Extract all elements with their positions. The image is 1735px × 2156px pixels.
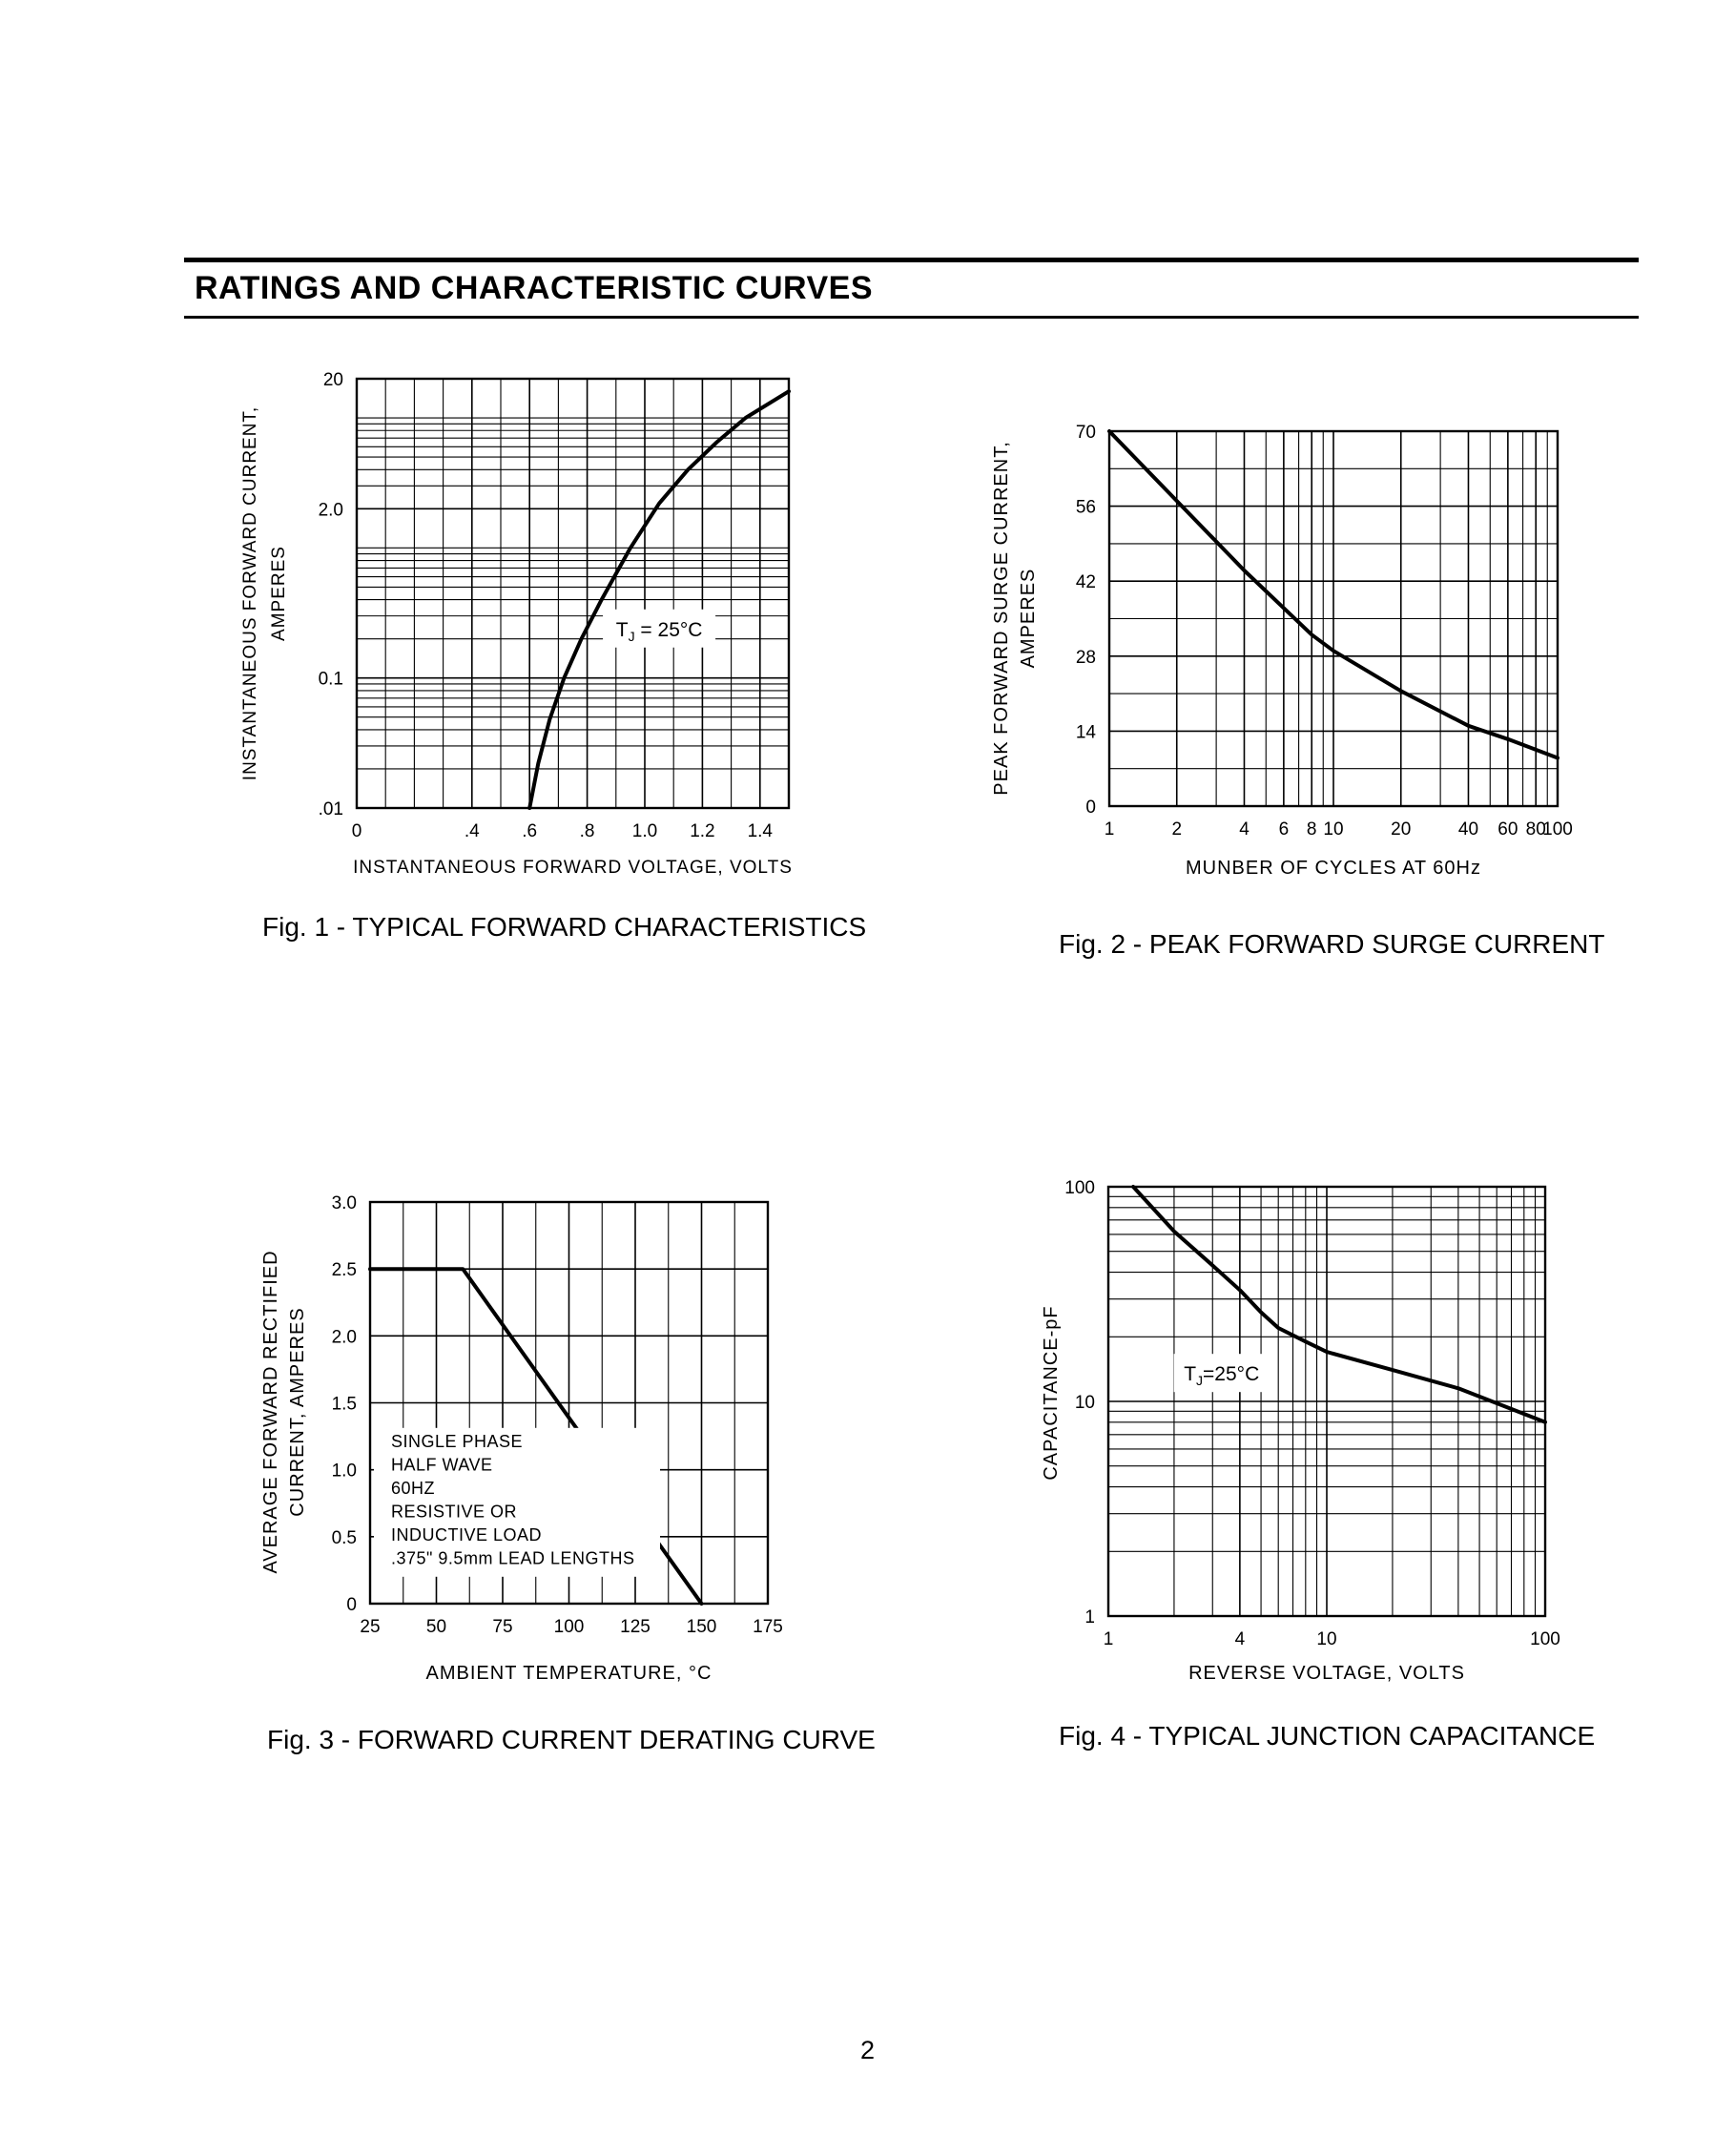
junction-temperature-label: $T_J=25^\circ C$ xyxy=(1184,1363,1260,1389)
x-tick-label: 75 xyxy=(492,1617,513,1637)
chart-forward-characteristics xyxy=(191,358,878,892)
chart-peak-surge-current xyxy=(973,410,1621,906)
chart-3-caption: Fig. 3 - FORWARD CURRENT DERATING CURVE xyxy=(267,1725,876,1754)
chart-2-caption: Fig. 2 - PEAK FORWARD SURGE CURRENT xyxy=(1059,929,1605,959)
x-tick-label: 2 xyxy=(1171,819,1183,840)
x-tick-label: 20 xyxy=(1391,819,1412,840)
chart-4-caption: Fig. 4 - TYPICAL JUNCTION CAPACITANCE xyxy=(1059,1721,1596,1751)
x-tick-label: 6 xyxy=(1278,819,1290,840)
x-axis-label: AMBIENT TEMPERATURE, °C xyxy=(425,1663,713,1684)
x-tick-label: 175 xyxy=(753,1617,783,1637)
chart-4-svg xyxy=(1011,1164,1621,1698)
x-tick-label: .4 xyxy=(464,821,480,841)
bottom-rule xyxy=(184,316,1639,319)
y-tick-label: 14 xyxy=(1075,722,1096,743)
x-tick-label: 25 xyxy=(360,1617,381,1637)
chart-derating-curve xyxy=(238,1183,830,1698)
x-tick-label: 80 xyxy=(1525,819,1546,840)
page-number: 2 xyxy=(859,2036,876,2064)
y-tick-label: 10 xyxy=(1074,1393,1095,1413)
y-tick-label: 2.0 xyxy=(318,500,343,521)
x-tick-label: 1 xyxy=(1104,819,1115,840)
y-tick-label: 20 xyxy=(322,370,343,390)
y-tick-label: 2.5 xyxy=(331,1260,357,1281)
x-axis-label: REVERSE VOLTAGE, VOLTS xyxy=(1188,1663,1465,1684)
chart-1-grid xyxy=(357,379,789,808)
y-tick-label: 0.5 xyxy=(331,1527,357,1548)
x-tick-label: .6 xyxy=(522,821,538,841)
y-tick-label: 1 xyxy=(1084,1607,1095,1627)
y-tick-label: 1.0 xyxy=(331,1461,357,1482)
y-axis-label: AVERAGE FORWARD RECTIFIED xyxy=(260,1250,281,1574)
chart-1-svg xyxy=(191,358,878,892)
x-tick-label: 125 xyxy=(620,1617,651,1637)
condition-note: 60HZ xyxy=(391,1478,436,1498)
y-tick-label: 1.5 xyxy=(331,1394,357,1415)
x-tick-label: 4 xyxy=(1239,819,1250,840)
x-tick-label: 40 xyxy=(1457,819,1479,840)
chart-1-frame xyxy=(357,379,789,808)
x-tick-label: 8 xyxy=(1306,819,1317,840)
x-tick-label: 150 xyxy=(686,1617,717,1637)
x-tick-label: 1.4 xyxy=(747,821,774,841)
chart-3-svg xyxy=(238,1183,830,1698)
condition-note: RESISTIVE OR xyxy=(391,1502,518,1522)
y-axis-label: AMPERES xyxy=(269,546,289,641)
y-tick-label: 3.0 xyxy=(331,1193,357,1213)
y-tick-label: 0 xyxy=(1085,798,1096,818)
y-axis-label: AMPERES xyxy=(1018,568,1039,669)
chart-2-grid xyxy=(1109,431,1558,806)
y-tick-label: 42 xyxy=(1075,572,1096,593)
chart-2-svg xyxy=(973,410,1621,906)
x-tick-label: .8 xyxy=(579,821,595,841)
y-axis-label: PEAK FORWARD SURGE CURRENT, xyxy=(991,441,1012,796)
x-tick-label: 50 xyxy=(425,1617,447,1637)
y-axis-label: CAPACITANCE-pF xyxy=(1041,1305,1062,1481)
x-tick-label: 100 xyxy=(1530,1629,1560,1649)
x-tick-label: 1.2 xyxy=(690,821,715,841)
x-tick-label: 4 xyxy=(1234,1629,1246,1649)
condition-note: HALF WAVE xyxy=(391,1455,493,1475)
junction-temperature-label: $T_J = 25^\circ C$ xyxy=(615,618,703,644)
chart-4-grid xyxy=(1108,1187,1545,1616)
x-tick-label: 1.0 xyxy=(631,821,658,841)
x-axis-label: INSTANTANEOUS FORWARD VOLTAGE, VOLTS xyxy=(353,858,793,878)
y-tick-label: 0 xyxy=(346,1595,357,1615)
y-tick-label: 2.0 xyxy=(331,1327,357,1348)
page-title: RATINGS AND CHARACTERISTIC CURVES xyxy=(195,270,874,306)
y-axis-label: INSTANTANEOUS FORWARD CURRENT, xyxy=(240,405,260,781)
condition-note: .375" 9.5mm LEAD LENGTHS xyxy=(391,1548,635,1568)
y-tick-label: 56 xyxy=(1075,497,1096,518)
y-axis-label: CURRENT, AMPERES xyxy=(287,1307,308,1517)
y-tick-label: .01 xyxy=(318,799,343,819)
x-tick-label: 10 xyxy=(1316,1629,1337,1649)
x-tick-label: 100 xyxy=(1542,819,1573,840)
y-tick-label: 100 xyxy=(1064,1178,1095,1198)
chart-junction-capacitance xyxy=(1011,1164,1621,1698)
x-tick-label: 0 xyxy=(351,821,362,841)
y-tick-label: 70 xyxy=(1075,423,1096,443)
x-tick-label: 100 xyxy=(553,1617,585,1637)
x-tick-label: 1 xyxy=(1103,1629,1114,1649)
y-tick-label: 0.1 xyxy=(318,669,343,690)
x-tick-label: 60 xyxy=(1497,819,1518,840)
condition-note: SINGLE PHASE xyxy=(391,1431,524,1451)
y-tick-label: 28 xyxy=(1075,647,1096,668)
condition-note: INDUCTIVE LOAD xyxy=(391,1524,543,1544)
chart-1-caption: Fig. 1 - TYPICAL FORWARD CHARACTERISTICS xyxy=(262,912,867,942)
x-axis-label: MUNBER OF CYCLES AT 60Hz xyxy=(1186,858,1481,879)
x-tick-label: 10 xyxy=(1323,819,1344,840)
top-rule xyxy=(184,258,1639,262)
